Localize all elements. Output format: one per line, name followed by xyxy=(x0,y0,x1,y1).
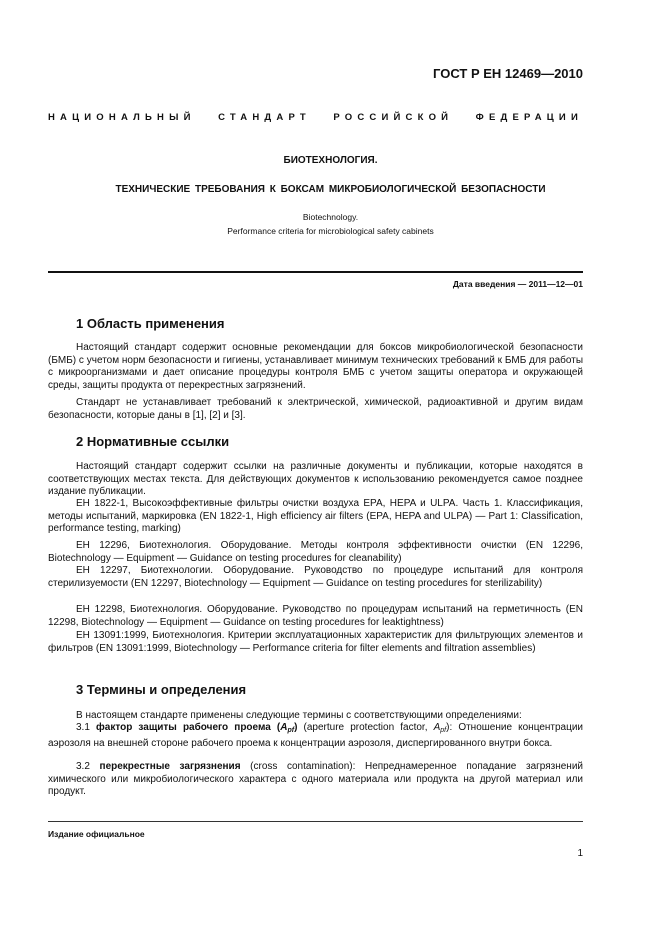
term-definition: ): Отношение концентрации аэрозоля на внешней стороне рабочего проема к концентрации аэрозоля, диспергированного внутри бокса. xyxy=(48,722,584,749)
footer-divider xyxy=(48,821,583,822)
english-title-line-1: Biotechnology. xyxy=(302,212,359,222)
term-3-1 xyxy=(48,722,583,750)
section-1-heading: 1 Область применения xyxy=(76,316,225,331)
term-close-paren: ) xyxy=(294,722,298,733)
reference-text: ЕН 13091:1999, Биотехнология. Критерии эксплуатационных характеристик для фильтрующих элементов и фильтров (EN 13091:1999, Biotechnology — Performance criteria for filter elements and filtration assemblies) xyxy=(48,630,583,654)
term-number: 3.2 xyxy=(76,761,90,772)
section-2-paragraph-1 xyxy=(48,461,583,499)
paragraph-text: Настоящий стандарт содержит ссылки на различные документы и публикации, которые находятся в соответствующих местах текста. Для действующих документов к использованию рекомендуется самое позднее издание публикации. xyxy=(48,461,583,497)
national-standard-banner: НАЦИОНАЛЬНЫЙ СТАНДАРТ РОССИЙСКОЙ ФЕДЕРАЦИИ xyxy=(48,112,583,123)
section-3-paragraph-1 xyxy=(48,710,583,723)
reference-text: ЕН 12298, Биотехнология. Оборудование. Руководство по процедурам испытаний на герметичность (EN 12298, Biotechnology — Equipment — Guidance on testing procedures for leaktightness) xyxy=(48,604,583,628)
reference-text: ЕН 1822-1, Высокоэффективные фильтры очистки воздуха EPA, HEPA и ULPA. Часть 1. Классификация, методы испытаний, маркировка (EN 1822-1, High efficiency air filters (EPA, HEPA and ULPA) — Part 1: Classification, performance testing, marking) xyxy=(48,498,583,534)
section-1-paragraph-2 xyxy=(48,397,583,422)
reference-en-12296 xyxy=(48,540,583,565)
term-3-2 xyxy=(48,761,583,799)
term-name: перекрестные загрязнения xyxy=(99,761,241,772)
header-divider xyxy=(48,271,583,273)
english-title-line-2: Performance criteria for microbiological safety cabinets xyxy=(227,226,434,236)
term-symbol-subscript: pf xyxy=(287,727,295,734)
document-code: ГОСТ Р ЕН 12469—2010 xyxy=(433,66,583,81)
reference-en-12297 xyxy=(48,565,583,590)
section-2-heading: 2 Нормативные ссылки xyxy=(76,434,230,449)
term-symbol-english: A xyxy=(433,722,441,733)
title-line-2: ТЕХНИЧЕСКИЕ ТРЕБОВАНИЯ К БОКСАМ МИКРОБИОЛОГИЧЕСКОЙ БЕЗОПАСНОСТИ xyxy=(115,184,546,195)
effective-date: Дата введения — 2011—12—01 xyxy=(452,279,583,289)
title-line-1: БИОТЕХНОЛОГИЯ. xyxy=(283,155,378,166)
term-symbol: A xyxy=(280,722,288,733)
term-definition: (cross contamination): Непреднамеренное попадание загрязнений химического или микробиологического характера с одного материала или продукта на другой материал или продукт. xyxy=(48,761,584,797)
term-name: фактор защиты рабочего проема ( xyxy=(96,722,281,733)
section-1-paragraph-1 xyxy=(48,342,583,392)
reference-en-12298 xyxy=(48,604,583,629)
section-3-heading: 3 Термины и определения xyxy=(76,682,247,697)
reference-en-1822-1 xyxy=(48,498,583,536)
page-number: 1 xyxy=(577,848,583,859)
official-edition-label: Издание официальное xyxy=(48,829,145,839)
paragraph-text: Настоящий стандарт содержит основные рекомендации для боксов микробиологической безопасности (БМБ) с учетом норм безопасности и гигиены, устанавливает минимум технических требований к БМБ для работы с микроорганизмами и дает описание процедуры контроля БМБ с учетом защиты оператора и окружающей среды, защиты продукта от перекрестных загрязнений. xyxy=(48,342,583,391)
paragraph-text: В настоящем стандарте применены следующие термины с соответствующими определениями: xyxy=(76,710,522,721)
reference-en-13091 xyxy=(48,630,583,655)
paragraph-text: Стандарт не устанавливает требований к электрической, химической, радиоактивной и другим видам безопасности, которые даны в [1], [2] и [3]. xyxy=(48,397,583,421)
term-number: 3.1 xyxy=(76,722,90,733)
reference-text: ЕН 12297, Биотехнологии. Оборудование. Руководство по процедуре испытаний для контроля стерилизуемости (EN 12297, Biotechnology — Equipment — Guidance on testing procedures for sterilizability) xyxy=(48,565,583,589)
term-symbol-english-subscript: pf xyxy=(440,727,447,734)
reference-text: ЕН 12296, Биотехнология. Оборудование. Методы контроля эффективности очистки (EN 12296, Biotechnology — Equipment — Guidance on testing procedures for cleanability) xyxy=(48,540,583,564)
term-english: (aperture protection factor, xyxy=(297,722,434,733)
